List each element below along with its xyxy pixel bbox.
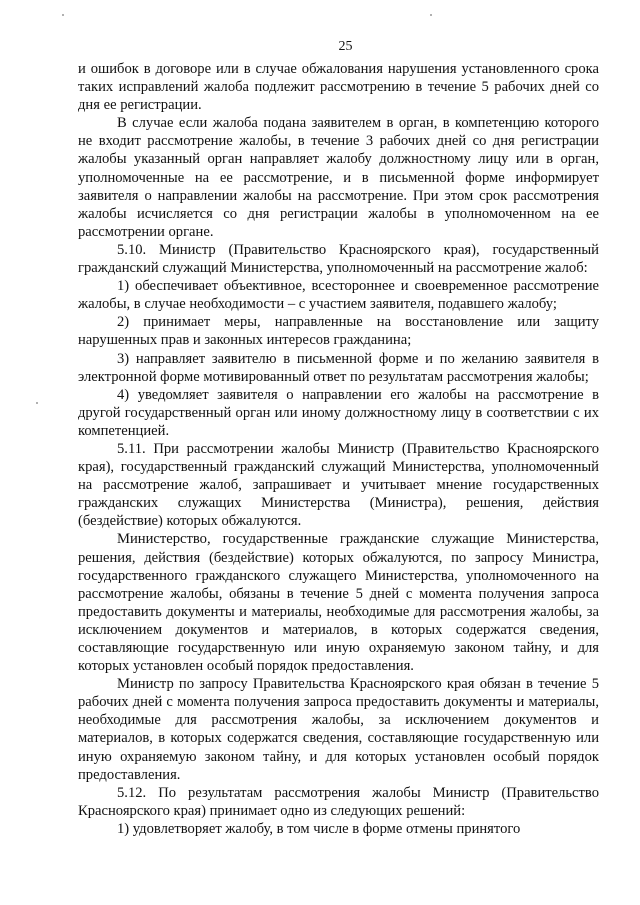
page-number: 25 xyxy=(338,39,353,54)
list-item: 1) обеспечивает объективное, всестороннее и своевременное рассмотрение жалобы, в случае необходимости – с участием заявителя, подавшего жалобу; xyxy=(78,278,599,313)
list-item: 1) удовлетворяет жалобу, в том числе в форме отмены принятого xyxy=(117,820,521,837)
scan-speck xyxy=(36,402,38,404)
scan-speck xyxy=(430,14,432,16)
paragraph: 5.10. Министр (Правительство Красноярского края), государственный гражданский служащий Министерства, уполномоченный на рассмотрение жалоб: xyxy=(78,241,599,277)
body-text xyxy=(78,60,599,838)
scan-speck xyxy=(62,14,64,16)
paragraph: 5.11. При рассмотрении жалобы Министр (Правительство Красноярского края), государственный гражданский служащий Министерства, уполномоченный на рассмотрение жалоб, запрашивает и учитывает мнение государственных гражданских служащих Министерства (Министра), решения, действия (бездействие) которых обжалуются. xyxy=(78,440,599,530)
list-item: 2) принимает меры, направленные на восстановление или защиту нарушенных прав и законных интересов гражданина; xyxy=(78,314,599,349)
paragraph: Министр по запросу Правительства Красноярского края обязан в течение 5 рабочих дней с момента получения запроса предоставить документы и материалы, необходимые для рассмотрения жалобы, за исключением документов и материалов, в которых содержатся сведения, составляющие государственную или иную охраняемую законом тайну, и для которых установлен особый порядок предоставления. xyxy=(78,676,599,783)
paragraph: Министерство, государственные гражданские служащие Министерства, решения, действия (бездействие) которых обжалуются, по запросу Министра, государственного гражданского служащего Министерства, уполномоченного на рассмотрение жалобы, обязаны в течение 5 дней с момента получения запроса предоставить документы и материалы, необходимые для рассмотрения жалобы, за исключением документов и материалов, в которых содержатся сведения, составляющие государственную или иную охраняемую законом тайну, и для которых установлен особый порядок предоставления. xyxy=(78,531,599,675)
list-item: 4) уведомляет заявителя о направлении его жалобы на рассмотрение в другой государственный орган или иному должностному лицу в соответствии с их компетенцией. xyxy=(78,386,599,439)
list-item: 3) направляет заявителю в письменной форме и по желанию заявителя в электронной форме мотивированный ответ по результатам рассмотрения жалобы; xyxy=(78,350,599,385)
paragraph: 5.12. По результатам рассмотрения жалобы Министр (Правительство Красноярского края) принимает одно из следующих решений: xyxy=(78,784,599,819)
paragraph: и ошибок в договоре или в случае обжалования нарушения установленного срока таких исправлений жалоба подлежит рассмотрению в течение 5 рабочих дней со дня ее регистрации. xyxy=(78,61,599,114)
paragraph: В случае если жалоба подана заявителем в орган, в компетенцию которого не входит рассмотрение жалобы, в течение 3 рабочих дней со дня регистрации жалобы указанный орган направляет жалобу должностному лицу или в орган, уполномоченные на ее рассмотрение, и в письменной форме информирует заявителя о направлении жалобы на рассмотрение. При этом срок рассмотрения жалобы исчисляется со дня регистрации жалобы в уполномоченном на ее рассмотрении органе. xyxy=(78,115,599,240)
